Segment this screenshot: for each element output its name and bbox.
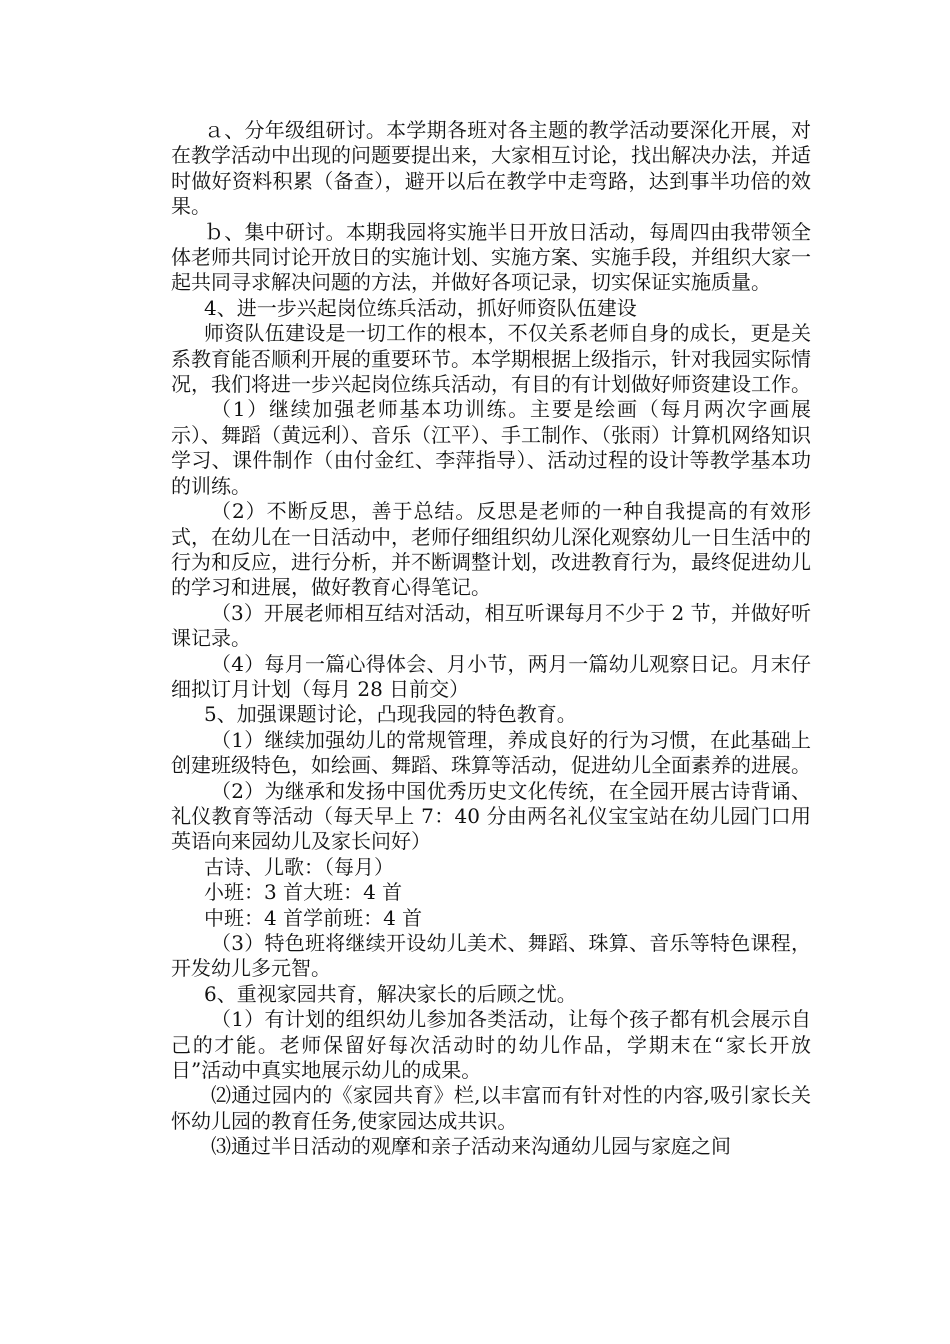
paragraph-middle-preschool-class: 中班：4 首学前班：4 首 (204, 905, 423, 930)
paragraph-item-2-culture-etiquette: （2）为继承和发扬中国优秀历史文化传统，在全园开展古诗背诵、礼仪教育等活动（每天早上 7：40 分由两名礼仪宝宝站在幼儿园门口用英语向来园幼儿及家长问好） (171, 778, 811, 854)
document-page (171, 118, 811, 1160)
paragraph-item-1-routine-management: （1）继续加强幼儿的常规管理，养成良好的行为习惯，在此基础上创建班级特色，如绘画、舞蹈、珠算等活动，促进幼儿全面素养的进展。 (171, 727, 811, 778)
paragraph-item-1-activities: （1）有计划的组织幼儿参加各类活动，让每个孩子都有机会展示自己的才能。老师保留好每次活动时的幼儿作品，学期末在“家长开放日”活动中真实地展示幼儿的成果。 (171, 1007, 811, 1083)
section-heading-6: 6、重视家园共育，解决家长的后顾之忧。 (204, 981, 577, 1006)
paragraph-a-grade-group-research: ａ、分年级组研讨。本学期各班对各主题的教学活动要深化开展，对在教学活动中出现的问题要提出来，大家相互讨论，找出解决办法，并适时做好资料积累（备查），避开以后在教学中走弯路，达到事半功倍的效果。 (171, 118, 811, 219)
paragraph-b-centralized-research: ｂ、集中研讨。本期我园将实施半日开放日活动，每周四由我带领全体老师共同讨论开放日的实施计划、实施方案、实施手段，并组织大家一起共同寻求解决问题的方法，并做好各项记录，切实保证实施质量。 (171, 219, 811, 295)
paragraph-item-3-pairing: （3）开展老师相互结对活动，相互听课每月不少于 2 节，并做好听课记录。 (171, 600, 811, 651)
paragraph-teacher-team-building: 师资队伍建设是一切工作的根本，不仅关系老师自身的成长，更是关系教育能否顺利开展的重要环节。本学期根据上级指示，针对我园实际情况，我们将进一步兴起岗位练兵活动，有目的有计划做好师资建设工作。 (171, 321, 811, 397)
paragraph-item-2-reflection: （2）不断反思，善于总结。反思是老师的一种自我提高的有效形式，在幼儿在一日活动中，老师仔细组织幼儿深化观察幼儿一日生活中的行为和反应，进行分析，并不断调整计划，改进教育行为，最终促进幼儿的学习和进展，做好教育心得笔记。 (171, 499, 811, 600)
paragraph-poems-monthly: 古诗、儿歌：（每月） (204, 854, 394, 879)
paragraph-item-4-monthly-notes: （4）每月一篇心得体会、月小节，两月一篇幼儿观察日记。月末仔细拟订月计划（每月 28 日前交） (171, 651, 811, 701)
paragraph-item-1-basic-skills: （1）继续加强老师基本功训练。主要是绘画（每月两次字画展示）、舞蹈（黄远利）、音乐（江平）、手工制作、（张雨）计算机网络知识学习、课件制作（由付金红、李萍指导）、活动过程的设计等教学基本功的训练。 (171, 397, 811, 498)
paragraph-item-2-bulletin: ⑵通过园内的《家园共育》栏,以丰富而有针对性的内容,吸引家长关怀幼儿园的教育任务,使家园达成共识。 (171, 1083, 811, 1133)
section-heading-4: 4、进一步兴起岗位练兵活动，抓好师资队伍建设 (204, 295, 637, 320)
paragraph-small-large-class: 小班：3 首大班：4 首 (204, 880, 403, 905)
paragraph-item-3-half-day: ⑶通过半日活动的观摩和亲子活动来沟通幼儿园与家庭之间 (211, 1134, 731, 1159)
section-heading-5: 5、加强课题讨论，凸现我园的特色教育。 (204, 702, 577, 727)
paragraph-item-3-special-classes: （3）特色班将继续开设幼儿美术、舞蹈、珠算、音乐等特色课程，开发幼儿多元智。 (171, 931, 811, 981)
